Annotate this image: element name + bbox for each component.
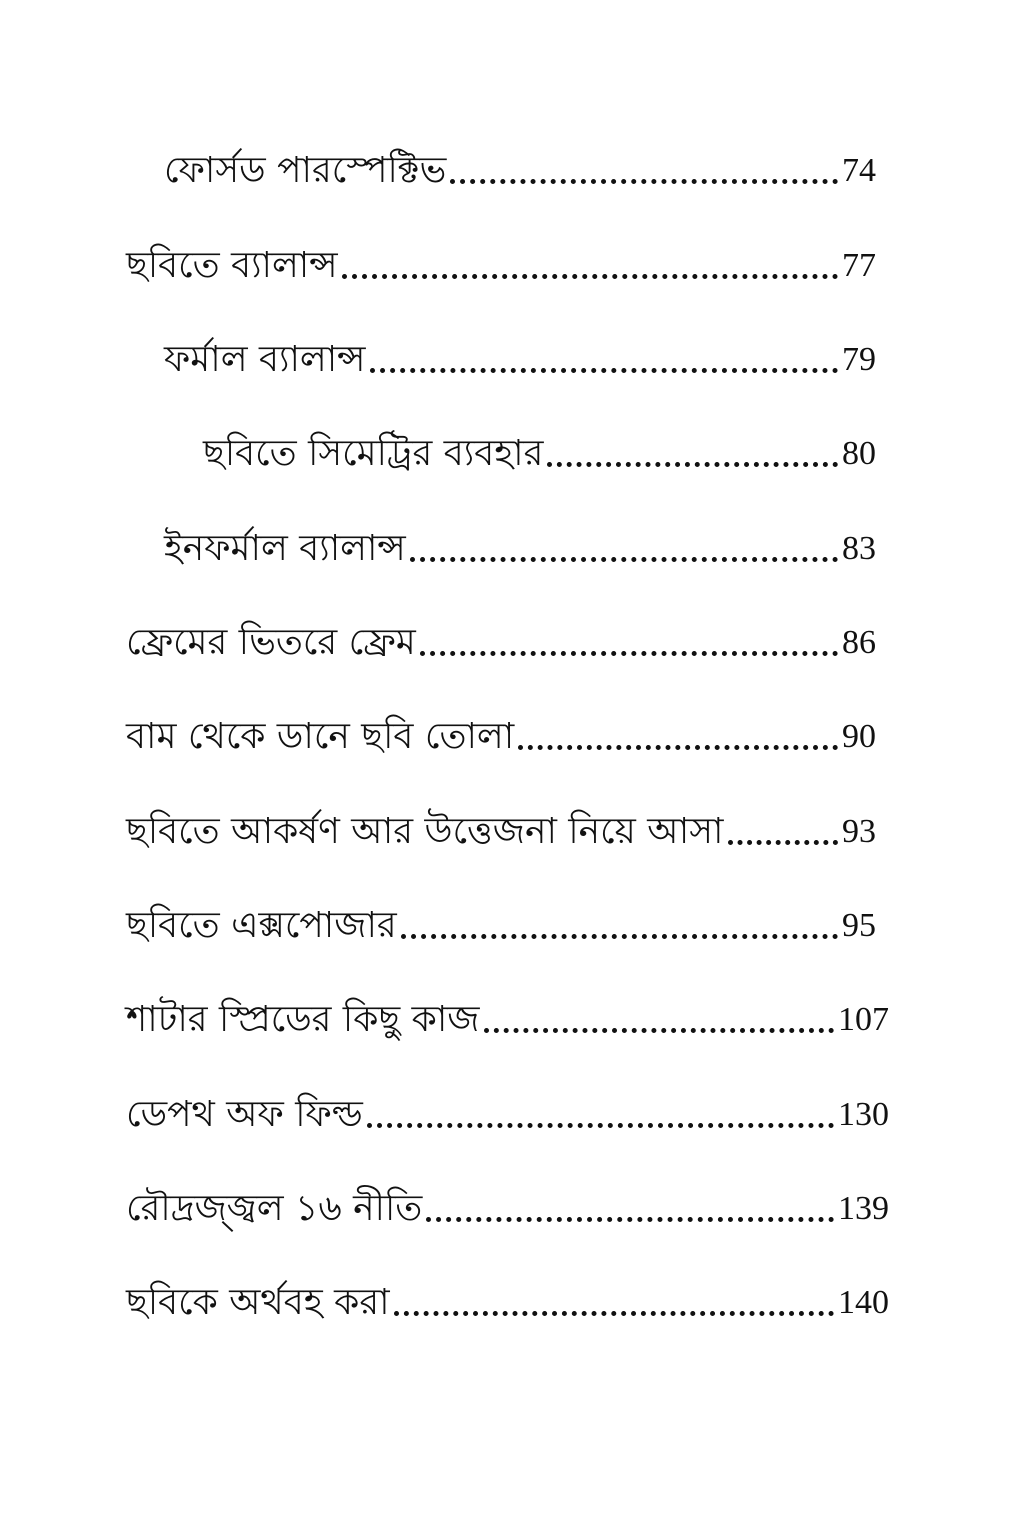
toc-dot-leader xyxy=(420,651,838,656)
toc-entry-page: 77 xyxy=(842,247,876,284)
toc-entry-title: ফর্মাল ব্যালান্স xyxy=(164,339,366,380)
toc-entry[interactable] xyxy=(0,133,896,193)
toc-entry[interactable] xyxy=(0,416,896,476)
toc-dot-leader xyxy=(410,557,838,562)
toc-entry-page: 95 xyxy=(842,907,876,944)
toc-entry-title: ছবিতে আকর্ষণ আর উত্তেজনা নিয়ে আসা xyxy=(126,811,724,852)
toc-dot-leader xyxy=(394,1311,834,1316)
toc-entry[interactable] xyxy=(0,511,896,571)
toc-entry-page: 93 xyxy=(842,813,876,850)
toc-dot-leader xyxy=(450,179,838,184)
toc-entry[interactable] xyxy=(0,888,896,948)
toc-dot-leader xyxy=(426,1217,834,1222)
toc-entry-title: রৌদ্রজ্জ্বল ১৬ নীতি xyxy=(126,1188,423,1229)
toc-dot-leader xyxy=(518,745,838,750)
toc-entry[interactable] xyxy=(0,322,896,382)
toc-entry[interactable] xyxy=(0,1077,896,1137)
toc-entry[interactable] xyxy=(0,794,896,854)
toc-entry-page: 107 xyxy=(838,1001,889,1038)
toc-entry-title: বাম থেকে ডানে ছবি তোলা xyxy=(126,716,515,757)
toc-entry[interactable] xyxy=(0,699,896,759)
toc-dot-leader xyxy=(342,274,838,279)
toc-entry[interactable] xyxy=(0,228,896,288)
toc-dot-leader xyxy=(370,368,838,373)
toc-entry-page: 86 xyxy=(842,624,876,661)
toc-entry[interactable] xyxy=(0,1265,896,1325)
toc-entry-page: 139 xyxy=(838,1190,889,1227)
toc-entry-page: 80 xyxy=(842,435,876,472)
toc-entry-page: 130 xyxy=(838,1096,889,1133)
toc-dot-leader xyxy=(728,840,839,845)
toc-dot-leader xyxy=(401,934,838,939)
toc-entry-title: ফোর্সড পারস্পেক্টিভ xyxy=(164,150,447,191)
toc-entry-title: ফ্রেমের ভিতরে ফ্রেম xyxy=(126,622,416,663)
toc-entry-title: ছবিতে সিমেট্রির ব্যবহার xyxy=(203,433,544,474)
toc-entry[interactable] xyxy=(0,605,896,665)
toc-dot-leader xyxy=(484,1028,834,1033)
toc-entry-page: 90 xyxy=(842,718,876,755)
toc-entry-title: ছবিতে এক্সপোজার xyxy=(126,905,397,946)
toc-entry[interactable] xyxy=(0,982,896,1042)
toc-entry[interactable] xyxy=(0,1171,896,1231)
toc-entry-page: 140 xyxy=(838,1284,889,1321)
toc-entry-title: ডেপথ অফ ফিল্ড xyxy=(126,1094,363,1135)
toc-entry-page: 79 xyxy=(842,341,876,378)
toc-entry-title: ইনফর্মাল ব্যালান্স xyxy=(164,528,406,569)
toc-entry-title: শাটার স্প্রিডের কিছু কাজ xyxy=(126,999,480,1040)
toc-entry-page: 83 xyxy=(842,530,876,567)
toc-dot-leader xyxy=(547,462,838,467)
toc-entry-title: ছবিতে ব্যালান্স xyxy=(126,245,338,286)
toc-entry-page: 74 xyxy=(842,152,876,189)
toc-entry-title: ছবিকে অর্থবহ করা xyxy=(126,1282,390,1323)
toc-dot-leader xyxy=(367,1123,834,1128)
